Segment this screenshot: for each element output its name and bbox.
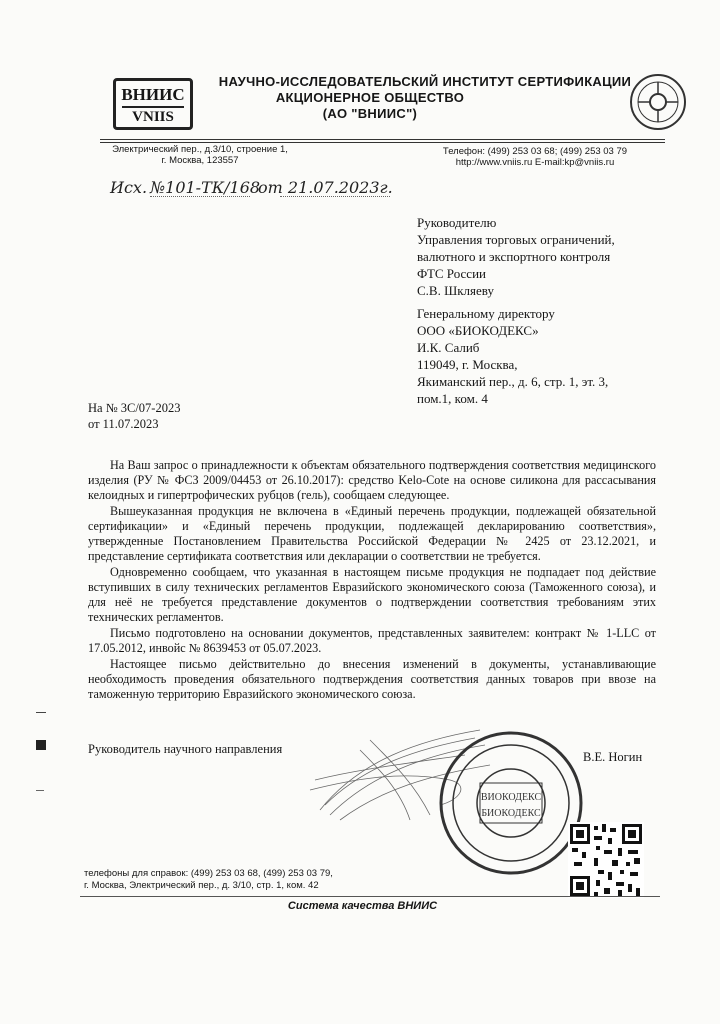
recipient-company [417, 305, 608, 407]
recipient-line: ООО «БИОКОДЕКС» [417, 323, 539, 338]
qr-code-icon [568, 822, 644, 898]
reference-block [88, 400, 180, 432]
footer-divider [80, 896, 660, 897]
vniis-logo [113, 78, 193, 130]
signatory-name: В.Е. Ногин [583, 750, 643, 764]
contact-phone: Телефон: (499) 253 03 68; (499) 253 03 79 [442, 146, 628, 157]
scan-mark [36, 740, 46, 750]
logo-text-ru: ВНИИС [121, 85, 185, 104]
body-paragraph: Вышеуказанная продукция не включена в «Единый перечень продукции, подлежащей обязательной сертификации» и «Единый перечень продукции, подлежащей декларированию соответствия», утвержденные Постановлением Правительства Российской Федерации № 2425 от 23.12.2021, и представление сертификата соответствия или декларации о соответствии не требуется. [88, 504, 656, 563]
recipient-line: Руководителю [417, 215, 497, 230]
recipient-line: ФТС России [417, 266, 486, 281]
recipient-line: И.К. Салиб [417, 340, 480, 355]
header-divider-2 [100, 142, 665, 143]
scan-mark [36, 712, 46, 713]
reference-number: На № 3С/07-2023 [88, 401, 181, 415]
address-line: Электрический пер., д.3/10, строение 1, [112, 144, 288, 155]
body-paragraph: На Ваш запрос о принадлежности к объектам обязательного подтверждения соответствия медицинского изделия (РУ № ФСЗ 2009/04453 от 26.10.2017): средство Kelo-Cote на основе силикона для рассасывания келоидных и гипертрофических рубцов (гель), сообщаем следующее. [88, 458, 656, 502]
outgoing-number: №101-ТК/168 [150, 178, 261, 197]
recipient-line: Управления торговых ограничений, [417, 232, 615, 247]
institute-address [100, 144, 300, 166]
recipient-line: валютного и экспортного контроля [417, 249, 611, 264]
date-underline [280, 196, 390, 197]
round-seal-icon [628, 72, 688, 132]
body-paragraph: Настоящее письмо действительно до внесения изменений в документы, устанавливающие необходимость проведения обязательного подтверждения соответствия данных товаров при ввозе на таможенную территорию Евразийского экономического союза. [88, 657, 656, 701]
institute-contacts [420, 146, 650, 168]
letter-body [88, 458, 656, 703]
company-type: АКЦИОНЕРНОЕ ОБЩЕСТВО [275, 90, 465, 105]
recipient-line: Якиманский пер., д. 6, стр. 1, эт. 3, [417, 374, 609, 389]
quality-system-label: Система качества ВНИИС [287, 900, 438, 912]
signatory-position: Руководитель научного направления [88, 742, 283, 756]
stamp-line-2: БИОКОДЕКС [481, 808, 541, 819]
footer-contacts [84, 868, 333, 892]
company-short-name: (АО "ВНИИС") [322, 106, 418, 121]
footer-address: г. Москва, Электрический пер., д. 3/10, стр. 1, ком. 42 [84, 880, 319, 891]
recipient-line: С.В. Шкляеву [417, 283, 494, 298]
outgoing-date: от 21.07.2023г. [258, 178, 393, 197]
recipient-customs [417, 214, 615, 299]
contact-web-email: http://www.vniis.ru E-mail:kp@vniis.ru [455, 157, 615, 168]
outgoing-prefix: Исх. [110, 178, 148, 197]
company-stamp-icon [436, 728, 586, 878]
institute-name: НАУЧНО-ИССЛЕДОВАТЕЛЬСКИЙ ИНСТИТУТ СЕРТИФИКАЦИИ [218, 74, 632, 89]
body-paragraph: Письмо подготовлено на основании документов, представленных заявителем: контракт № 1-LLC от 17.05.2012, инвойс № 8639453 от 05.07.2023. [88, 626, 656, 655]
recipient-line: Генеральному директору [417, 306, 555, 321]
address-line: г. Москва, 123557 [161, 155, 239, 166]
footer-phones: телефоны для справок: (499) 253 03 68, (499) 253 03 79, [84, 868, 333, 879]
reference-date: от 11.07.2023 [88, 417, 159, 431]
scan-mark [36, 790, 44, 791]
number-underline [150, 196, 250, 197]
recipient-line: пом.1, ком. 4 [417, 391, 488, 406]
recipient-line: 119049, г. Москва, [417, 357, 518, 372]
logo-text-en: VNIIS [122, 106, 184, 126]
header-divider [100, 139, 665, 140]
body-paragraph: Одновременно сообщаем, что указанная в настоящем письме продукция не подпадает под действие вступивших в силу технических регламентов Евразийского экономического союза (Таможенного союза), и для неё не требуется представление документов о подтверждении соответствия требованиям этих технических регламентов. [88, 565, 656, 624]
stamp-line-1: ВИОКОДЕКС [480, 792, 542, 803]
